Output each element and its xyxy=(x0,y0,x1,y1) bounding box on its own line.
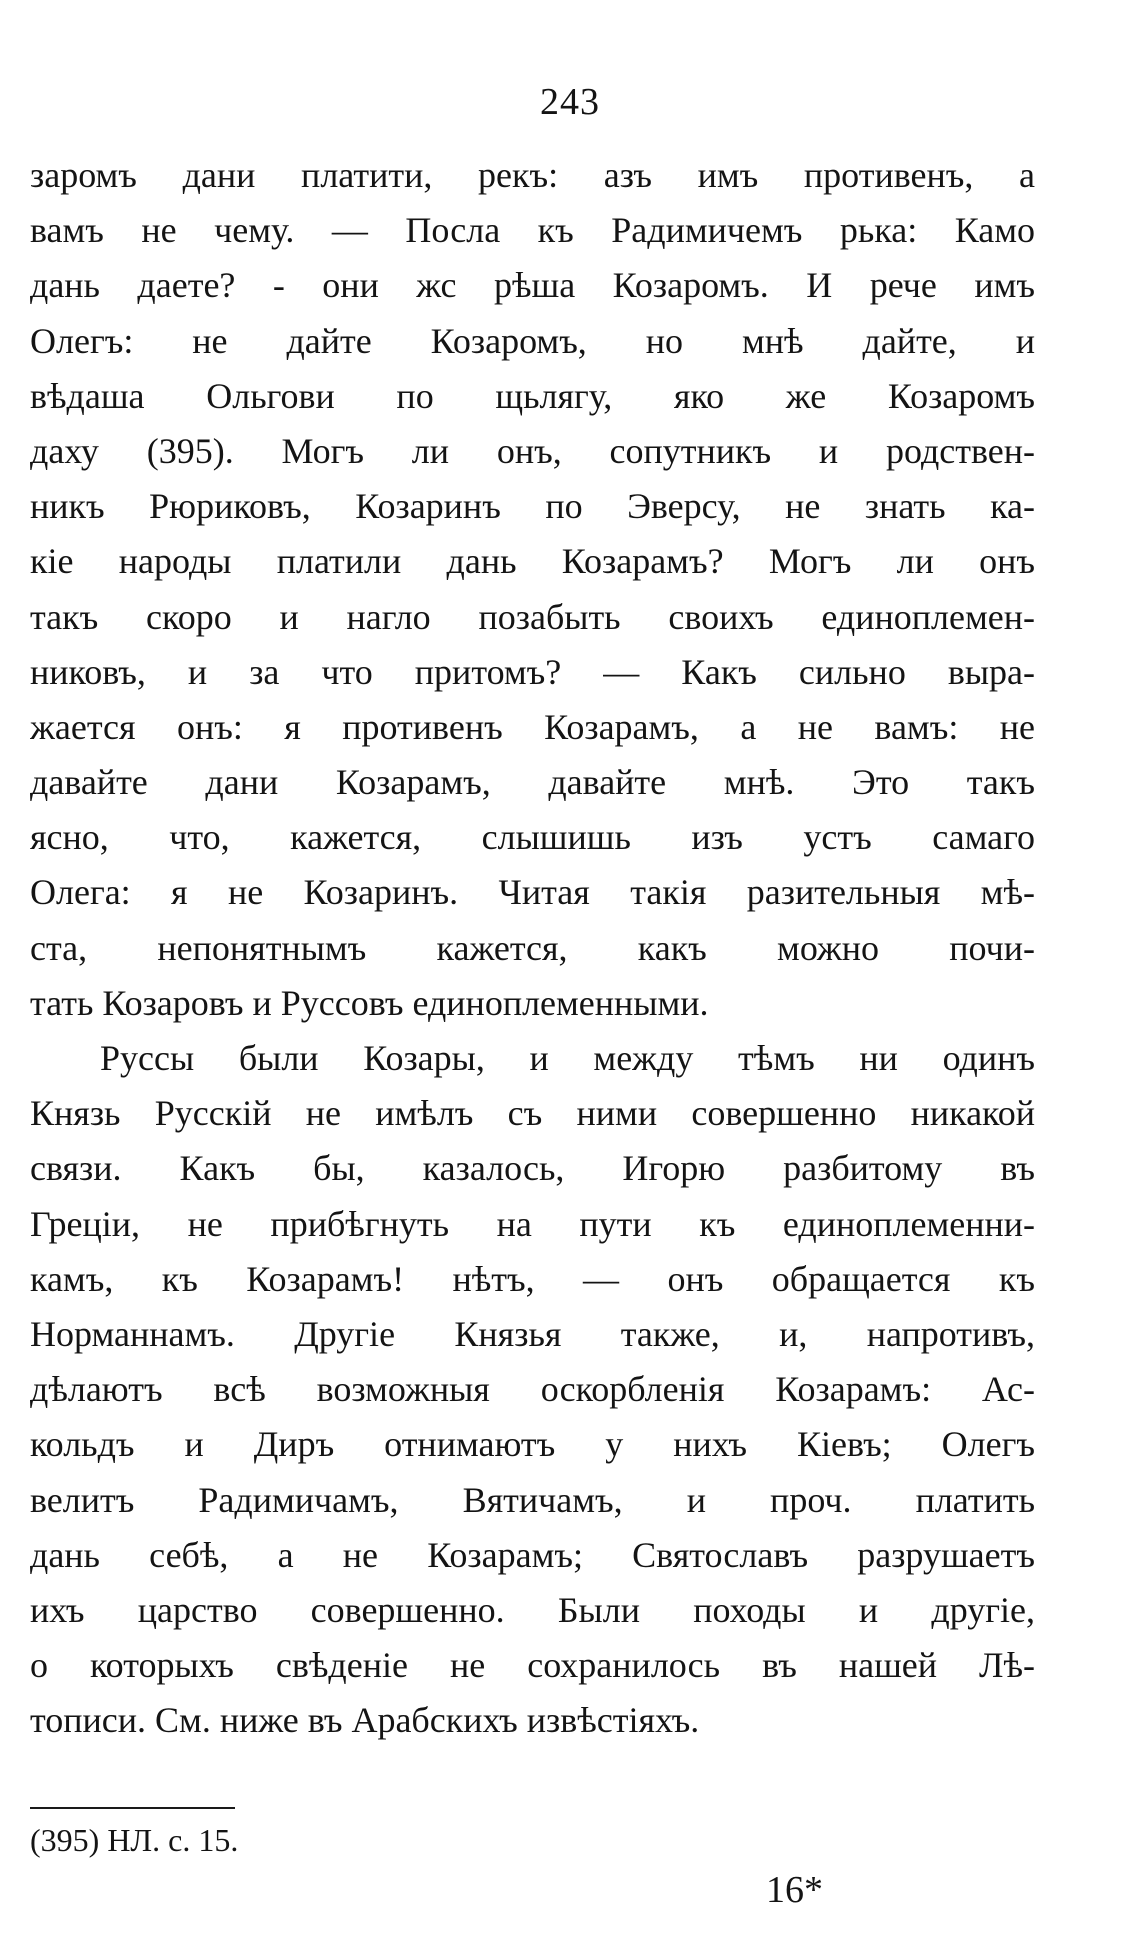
text-line-23: дѣлаютъ всѣ возможныя оскорбленія Козарамъ: Ас- xyxy=(30,1369,1035,1410)
text-line-5: вѣдаша Ольгови по щьлягу, яко же Козаромъ xyxy=(30,375,1035,416)
page-number: 243 xyxy=(540,81,600,123)
text-line-13: ясно, что, кажется, слышишь изъ устъ самаго xyxy=(30,817,1035,858)
text-line-7: никъ Рюриковъ, Козаринъ по Эверсу, не знать ка- xyxy=(30,486,1035,527)
text-line-1: заромъ дани платити, рекъ: азъ имъ противенъ, а xyxy=(30,155,1035,195)
text-line-29: тописи. См. ниже въ Арабскихъ извѣстіяхъ. xyxy=(30,1700,700,1741)
text-line-4: Олегъ: не дайте Козаромъ, но мнѣ дайте, и xyxy=(30,320,1035,361)
text-line-25: велитъ Радимичамъ, Вятичамъ, и проч. платить xyxy=(30,1479,1035,1520)
text-line-2: вамъ не чему. — Посла къ Радимичемъ рька: Камо xyxy=(30,210,1035,251)
body-text xyxy=(30,148,1035,1748)
text-line-21: камъ, къ Козарамъ! нѣтъ, — онъ обращается къ xyxy=(30,1258,1035,1299)
signature-mark: 16* xyxy=(766,1869,823,1911)
text-line-17: Руссы были Козары, и между тѣмъ ни одинъ xyxy=(100,1038,1035,1078)
text-line-26: дань себѣ, а не Козарамъ; Святославъ разрушаетъ xyxy=(30,1534,1035,1575)
text-line-28: о которыхъ свѣденіе не сохранилось въ нашей Лѣ- xyxy=(30,1645,1035,1686)
footnote: (395) НЛ. с. 15. xyxy=(30,1822,239,1858)
text-line-12: давайте дани Козарамъ, давайте мнѣ. Это такъ xyxy=(30,762,1035,803)
footnote-rule xyxy=(30,1807,235,1809)
text-line-8: кіе народы платили дань Козарамъ? Могъ ли онъ xyxy=(30,541,1035,582)
text-line-3: дань даете? - они жс рѣша Козаромъ. И рече имъ xyxy=(30,265,1035,306)
text-line-11: жается онъ: я противенъ Козарамъ, а не вамъ: не xyxy=(30,706,1035,747)
text-line-15: ста, непонятнымъ кажется, какъ можно почи- xyxy=(30,927,1035,968)
text-line-22: Норманнамъ. Другіе Князья также, и, напротивъ, xyxy=(30,1313,1035,1354)
text-line-18: Князь Русскій не имѣлъ съ ними совершенно никакой xyxy=(30,1093,1035,1134)
text-line-16: тать Козаровъ и Руссовъ единоплеменными. xyxy=(30,982,709,1023)
text-line-6: даху (395). Могъ ли онъ, сопутникъ и родствен- xyxy=(30,430,1035,471)
text-line-9: такъ скоро и нагло позабыть своихъ единоплемен- xyxy=(30,596,1035,637)
text-line-24: кольдъ и Диръ отнимаютъ у нихъ Кіевъ; Олегъ xyxy=(30,1424,1035,1465)
text-line-27: ихъ царство совершенно. Были походы и другіе, xyxy=(30,1589,1035,1630)
text-line-20: Греціи, не прибѣгнуть на пути къ единоплеменни- xyxy=(30,1203,1035,1244)
text-line-19: связи. Какъ бы, казалось, Игорю разбитому въ xyxy=(30,1148,1035,1189)
text-line-10: никовъ, и за что притомъ? — Какъ сильно выра- xyxy=(30,651,1035,692)
text-line-14: Олега: я не Козаринъ. Читая такія разительныя мѣ- xyxy=(30,872,1035,913)
